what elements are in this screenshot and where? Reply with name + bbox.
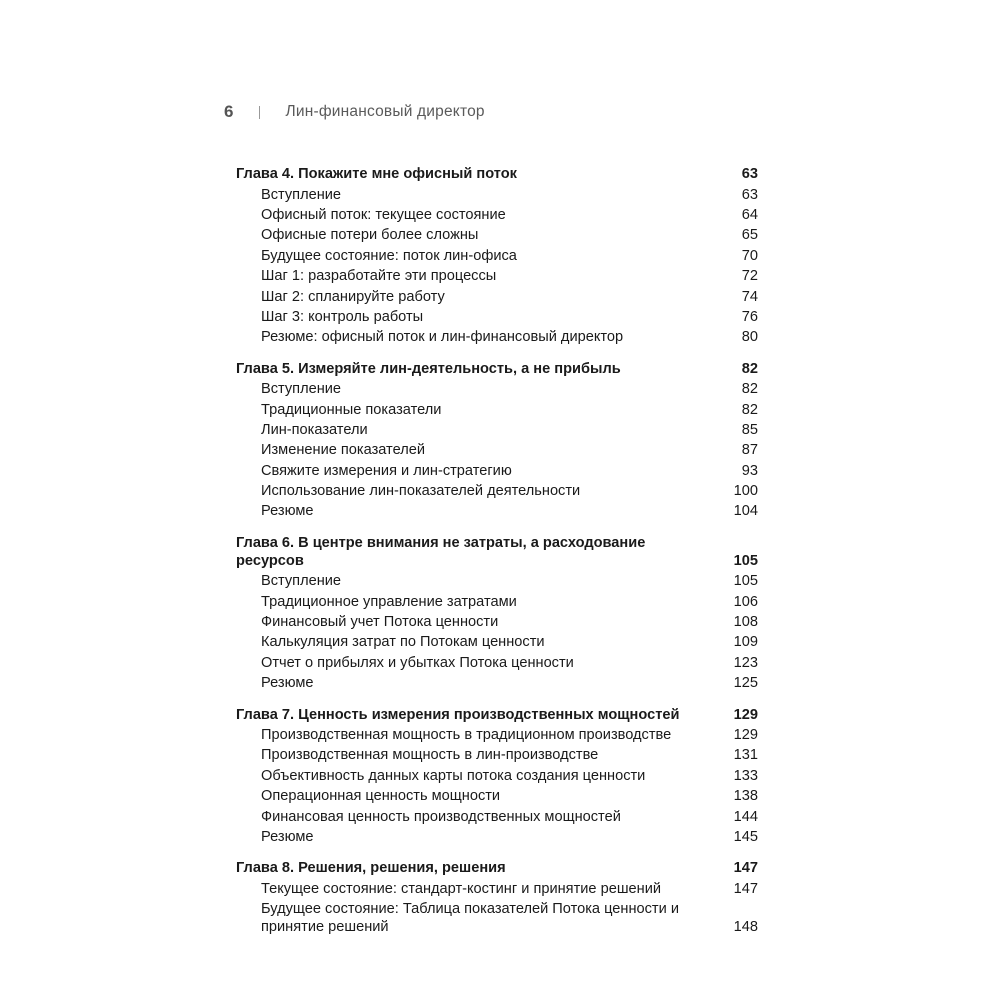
section-entry — [236, 286, 758, 306]
book-title: Лин-финансовый директор — [285, 103, 485, 120]
section-entry-page: 131 — [733, 747, 758, 764]
section-entry-page: 63 — [741, 186, 758, 203]
section-entry-page: 93 — [741, 462, 758, 479]
section-entry-title: Операционная ценность мощности — [261, 788, 501, 805]
chapter-entry-title: Глава 4. Покажите мне офисный поток — [236, 166, 517, 183]
section-entry — [236, 591, 758, 611]
section-entry — [236, 827, 758, 847]
section-entry-page: 100 — [733, 483, 758, 500]
toc-chapter-section — [236, 704, 758, 847]
chapter-entry — [236, 533, 758, 571]
section-entry — [236, 481, 758, 501]
section-entry — [236, 205, 758, 225]
toc-chapter-section — [236, 858, 758, 937]
section-entry-title: Резюме: офисный поток и лин-финансовый директор — [261, 329, 624, 346]
chapter-entry — [236, 359, 758, 379]
section-entry-title: Финансовая ценность производственных мощностей — [261, 808, 621, 825]
section-entry-page: 74 — [741, 288, 758, 305]
toc-chapter-section — [236, 533, 758, 694]
section-entry-title: Изменение показателей — [261, 442, 425, 459]
section-entry-page: 104 — [733, 503, 758, 520]
section-entry-page: 145 — [733, 828, 758, 845]
table-of-contents — [236, 164, 758, 948]
page-number: 6 — [224, 102, 234, 121]
section-entry-title: Объективность данных карты потока создания ценности — [261, 767, 646, 784]
chapter-entry — [236, 164, 758, 184]
chapter-entry-page: 105 — [733, 552, 758, 569]
section-entry — [236, 327, 758, 347]
section-entry — [236, 501, 758, 521]
section-entry-page: 106 — [733, 593, 758, 610]
section-entry — [236, 899, 758, 937]
section-entry-title: Традиционное управление затратами — [261, 593, 517, 610]
section-entry — [236, 786, 758, 806]
section-entry-title: Отчет о прибылях и убытках Потока ценности — [261, 654, 574, 671]
section-entry-title: Вступление — [261, 381, 342, 398]
section-entry-title: Свяжите измерения и лин-стратегию — [261, 462, 512, 479]
chapter-entry-page: 63 — [741, 166, 758, 183]
section-entry-page: 148 — [733, 919, 758, 936]
chapter-entry-title: Глава 7. Ценность измерения производственных мощностей — [236, 706, 680, 723]
section-entry-page: 147 — [733, 880, 758, 897]
section-entry — [236, 653, 758, 673]
section-entry-page: 72 — [741, 268, 758, 285]
section-entry — [236, 632, 758, 652]
section-entry-page: 82 — [741, 401, 758, 418]
section-entry-title: Будущее состояние: Таблица показателей Потока ценности и принятие решений — [261, 901, 679, 936]
section-entry — [236, 184, 758, 204]
section-entry — [236, 460, 758, 480]
section-entry-title: Резюме — [261, 503, 314, 520]
section-entry — [236, 440, 758, 460]
section-entry-title: Калькуляция затрат по Потокам ценности — [261, 634, 545, 651]
toc-chapter-section — [236, 359, 758, 522]
section-entry — [236, 766, 758, 786]
section-entry — [236, 225, 758, 245]
section-entry-title: Текущее состояние: стандарт-костинг и принятие решений — [261, 880, 662, 897]
section-entry — [236, 745, 758, 765]
section-entry-title: Резюме — [261, 675, 314, 692]
section-entry-page: 105 — [733, 573, 758, 590]
section-entry — [236, 379, 758, 399]
section-entry — [236, 307, 758, 327]
running-header — [224, 102, 485, 122]
section-entry — [236, 266, 758, 286]
section-entry-page: 65 — [741, 227, 758, 244]
section-entry-page: 82 — [741, 381, 758, 398]
section-entry-title: Шаг 1: разработайте эти процессы — [261, 268, 497, 285]
section-entry-title: Резюме — [261, 828, 314, 845]
section-entry-title: Офисные потери более сложны — [261, 227, 479, 244]
section-entry — [236, 725, 758, 745]
section-entry — [236, 673, 758, 693]
section-entry — [236, 806, 758, 826]
section-entry-page: 80 — [741, 329, 758, 346]
section-entry-title: Офисный поток: текущее состояние — [261, 206, 506, 223]
header-divider — [259, 106, 260, 119]
chapter-entry-page: 147 — [733, 860, 758, 877]
chapter-entry-title: Глава 5. Измеряйте лин-деятельность, а не прибыль — [236, 360, 621, 377]
chapter-entry-page: 82 — [741, 360, 758, 377]
section-entry-page: 85 — [741, 421, 758, 438]
section-entry — [236, 571, 758, 591]
section-entry-title: Вступление — [261, 573, 342, 590]
chapter-entry-title: Глава 8. Решения, решения, решения — [236, 860, 506, 877]
section-entry-page: 70 — [741, 247, 758, 264]
section-entry — [236, 399, 758, 419]
section-entry-page: 87 — [741, 442, 758, 459]
section-entry — [236, 420, 758, 440]
section-entry-page: 123 — [733, 654, 758, 671]
section-entry-title: Традиционные показатели — [261, 401, 442, 418]
section-entry-title: Шаг 2: спланируйте работу — [261, 288, 445, 305]
section-entry — [236, 878, 758, 898]
section-entry-page: 64 — [741, 206, 758, 223]
section-entry-page: 138 — [733, 788, 758, 805]
section-entry-title: Использование лин-показателей деятельности — [261, 483, 581, 500]
section-entry-page: 129 — [733, 726, 758, 743]
chapter-entry-page: 129 — [733, 706, 758, 723]
section-entry-title: Производственная мощность в традиционном производстве — [261, 726, 672, 743]
section-entry — [236, 246, 758, 266]
section-entry-title: Шаг 3: контроль работы — [261, 308, 424, 325]
section-entry-title: Вступление — [261, 186, 342, 203]
section-entry-page: 133 — [733, 767, 758, 784]
chapter-entry — [236, 704, 758, 724]
section-entry-page: 125 — [733, 675, 758, 692]
chapter-entry — [236, 858, 758, 878]
chapter-entry-title: Глава 6. В центре внимания не затраты, а расходование ресурсов — [236, 534, 646, 569]
section-entry-title: Лин-показатели — [261, 421, 368, 438]
toc-chapter-section — [236, 164, 758, 348]
section-entry-title: Будущее состояние: поток лин-офиса — [261, 247, 517, 264]
section-entry-page: 108 — [733, 614, 758, 630]
section-entry — [236, 612, 758, 632]
section-entry-page: 76 — [741, 308, 758, 325]
section-entry-title: Производственная мощность в лин-производстве — [261, 747, 599, 764]
section-entry-page: 109 — [733, 634, 758, 651]
section-entry-page: 144 — [733, 808, 758, 825]
section-entry-title: Финансовый учет Потока ценности — [261, 614, 499, 630]
